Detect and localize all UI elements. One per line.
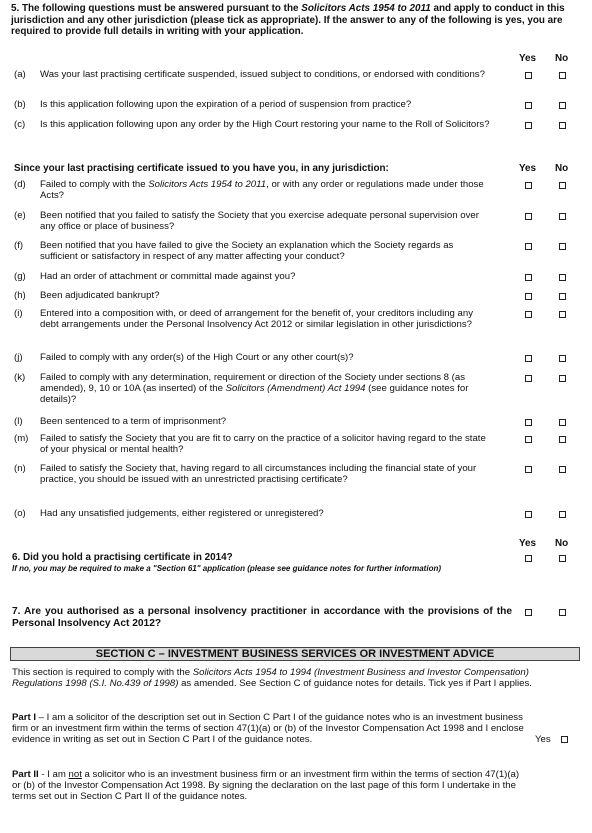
q5-0-no-checkbox[interactable] bbox=[559, 72, 566, 79]
question-letter: (i) bbox=[14, 308, 23, 319]
no-header-2: No bbox=[555, 163, 569, 174]
no-header-3: No bbox=[555, 538, 569, 549]
question-text: Is this application following upon the expiration of a period of suspension from practice? bbox=[40, 99, 412, 110]
q7-yes-checkbox[interactable] bbox=[525, 609, 532, 616]
question-text-pre: Failed to comply with the bbox=[40, 179, 149, 190]
part-1-yes-label: Yes bbox=[535, 734, 551, 745]
since-11-no-checkbox[interactable] bbox=[559, 511, 566, 518]
question-text bbox=[40, 352, 492, 363]
q7-no-checkbox[interactable] bbox=[559, 609, 566, 616]
question-text-pre: Been notified that you have failed to give the Society an explanation which the Society regards as sufficient or satisfactory in respect of any matter affecting your conduct? bbox=[40, 240, 454, 263]
question-6-note: If no, you may be required to make a "Section 61" application (please see guidance notes for further information) bbox=[12, 564, 442, 573]
question-text-pre: Had an order of attachment or committal made against you? bbox=[40, 271, 296, 282]
since-5-yes-checkbox[interactable] bbox=[525, 311, 532, 318]
question-letter: (h) bbox=[14, 290, 26, 301]
question-letter: (n) bbox=[14, 463, 26, 474]
question-7-title: 7. Are you authorised as a personal insolvency practitioner in accordance with the provisions of the Personal Insolvency Act 2012? bbox=[12, 606, 512, 630]
question-text-pre: Had any unsatisfied judgements, either registered or unregistered? bbox=[40, 508, 324, 519]
part-1-label: Part I bbox=[12, 712, 36, 723]
part-1-text: – I am a solicitor of the description set out in Section C Part I of the guidance notes who is an investment business firm or an investment firm within the terms of section 47(1)(a) or (b) of the Investor Compensation Act 1998 and I enclose evidence in writing as set out in Section C Part I of the guidance notes. bbox=[12, 712, 524, 746]
question-letter: (a) bbox=[14, 69, 26, 80]
question-letter: (m) bbox=[14, 433, 29, 444]
yes-header-2: Yes bbox=[519, 163, 537, 174]
section-c-intro-pre: This section is required to comply with the bbox=[12, 667, 193, 678]
question-letter: (c) bbox=[14, 119, 26, 130]
question-5-intro bbox=[11, 3, 581, 38]
question-text bbox=[40, 433, 492, 455]
question-text bbox=[40, 290, 492, 301]
section-c-part-1 bbox=[12, 712, 524, 746]
since-7-yes-checkbox[interactable] bbox=[525, 375, 532, 382]
question-text bbox=[40, 179, 492, 201]
part-2-not: not bbox=[68, 769, 82, 780]
q5-0-yes-checkbox[interactable] bbox=[525, 72, 532, 79]
since-6-no-checkbox[interactable] bbox=[559, 355, 566, 362]
since-3-yes-checkbox[interactable] bbox=[525, 274, 532, 281]
question-6-title: 6. Did you hold a practising certificate in 2014? bbox=[12, 552, 233, 563]
q6-no-checkbox[interactable] bbox=[559, 555, 566, 562]
part-1-yes-checkbox[interactable] bbox=[561, 736, 568, 743]
yes-header-3: Yes bbox=[519, 538, 537, 549]
part-2-post: a solicitor who is an investment business firm or an investment firm within the terms of section 47(1)(a) or (b) of the Investor Compensation Act 1998. By signing the declaration on the last page of this form I undertake in the terms set out in Section C Part II of the guidance notes. bbox=[12, 769, 520, 803]
question-text-pre: Failed to satisfy the Society that, having regard to all circumstances including the financial state of your practice, you should be issued with an unrestricted practising certificate? bbox=[40, 463, 477, 486]
question-letter: (j) bbox=[14, 352, 23, 363]
question-text-pre: Been sentenced to a term of imprisonment? bbox=[40, 416, 227, 427]
question-text bbox=[40, 308, 492, 330]
question-text: Was your last practising certificate suspended, issued subject to conditions, or endorsed with conditions? bbox=[40, 69, 485, 80]
q6-yes-checkbox[interactable] bbox=[525, 555, 532, 562]
question-text-pre: Failed to satisfy the Society that you are fit to carry on the practice of a solicitor having regard to the state of your physical or mental health? bbox=[40, 433, 486, 456]
since-8-yes-checkbox[interactable] bbox=[525, 419, 532, 426]
section-c-title: SECTION C – INVESTMENT BUSINESS SERVICES OR INVESTMENT ADVICE bbox=[10, 647, 580, 661]
q5-2-no-checkbox[interactable] bbox=[559, 122, 566, 129]
question-text-pre: Failed to comply with any determination, requirement or direction of the Society under sections 8 (as amended), 9, 10 or 10A (as inserted) of the bbox=[40, 372, 466, 395]
question-text bbox=[40, 210, 492, 232]
since-7-no-checkbox[interactable] bbox=[559, 375, 566, 382]
question-text-pre: Been notified that you failed to satisfy the Society that you exercise adequate personal supervision over any office or place of business? bbox=[40, 210, 479, 233]
since-3-no-checkbox[interactable] bbox=[559, 274, 566, 281]
question-text-pre: Entered into a composition with, or deed of arrangement for the benefit of, your creditors including any debt arrangements under the Personal Insolvency Act 2012 or similar legislation in other jurisdictions? bbox=[40, 308, 474, 331]
since-1-no-checkbox[interactable] bbox=[559, 213, 566, 220]
section-c-intro-italic: Solicitors Acts 1954 to 1994 (Investment Business and Investor Compensation) Regulations 1998 (S.I. No.439 of 1998) bbox=[12, 667, 529, 690]
since-4-yes-checkbox[interactable] bbox=[525, 293, 532, 300]
question-text bbox=[40, 463, 492, 485]
since-8-no-checkbox[interactable] bbox=[559, 419, 566, 426]
since-10-yes-checkbox[interactable] bbox=[525, 466, 532, 473]
since-2-yes-checkbox[interactable] bbox=[525, 243, 532, 250]
since-9-no-checkbox[interactable] bbox=[559, 436, 566, 443]
question-text: Is this application following upon any order by the High Court restoring your name to the Roll of Solicitors? bbox=[40, 119, 490, 130]
since-5-no-checkbox[interactable] bbox=[559, 311, 566, 318]
part-2-pre: - I am bbox=[38, 769, 69, 780]
q5-prefix: 5. The following questions must be answered pursuant to the bbox=[11, 3, 302, 14]
section-c-intro bbox=[12, 667, 560, 689]
q5-acts: Solicitors Acts 1954 to 2011 bbox=[301, 3, 431, 14]
question-text bbox=[40, 416, 492, 427]
question-letter: (k) bbox=[14, 372, 26, 383]
part-2-label: Part II bbox=[12, 769, 39, 780]
since-11-yes-checkbox[interactable] bbox=[525, 511, 532, 518]
since-1-yes-checkbox[interactable] bbox=[525, 213, 532, 220]
since-heading: Since your last practising certificate issued to you have you, in any jurisdiction: bbox=[14, 163, 389, 174]
question-text bbox=[40, 372, 492, 406]
since-9-yes-checkbox[interactable] bbox=[525, 436, 532, 443]
question-text-ital: Solicitors Acts 1954 to 2011 bbox=[148, 179, 267, 190]
question-text bbox=[40, 240, 492, 262]
no-header-1: No bbox=[555, 53, 569, 64]
yes-header-1: Yes bbox=[519, 53, 537, 64]
question-text-post: (see guidance notes for details)? bbox=[40, 383, 469, 406]
since-2-no-checkbox[interactable] bbox=[559, 243, 566, 250]
since-0-no-checkbox[interactable] bbox=[559, 182, 566, 189]
section-c-part-2 bbox=[12, 769, 524, 803]
question-letter: (o) bbox=[14, 508, 26, 519]
q5-1-no-checkbox[interactable] bbox=[559, 102, 566, 109]
q5-2-yes-checkbox[interactable] bbox=[525, 122, 532, 129]
question-text-post: , or with any order or regulations made under those Acts? bbox=[40, 179, 484, 202]
question-letter: (f) bbox=[14, 240, 24, 251]
since-4-no-checkbox[interactable] bbox=[559, 293, 566, 300]
question-text-ital: Solicitors (Amendment) Act 1994 bbox=[225, 383, 366, 395]
since-6-yes-checkbox[interactable] bbox=[525, 355, 532, 362]
question-text bbox=[40, 271, 492, 282]
question-letter: (g) bbox=[14, 271, 26, 282]
question-letter: (l) bbox=[14, 416, 23, 427]
question-letter: (d) bbox=[14, 179, 26, 190]
question-letter: (e) bbox=[14, 210, 26, 221]
question-text-pre: Failed to comply with any order(s) of the High Court or any other court(s)? bbox=[40, 352, 354, 363]
section-c-intro-post: as amended. See Section C of guidance notes for details. Tick yes if Part I applies. bbox=[178, 678, 532, 690]
question-text-pre: Been adjudicated bankrupt? bbox=[40, 290, 160, 301]
since-10-no-checkbox[interactable] bbox=[559, 466, 566, 473]
since-0-yes-checkbox[interactable] bbox=[525, 182, 532, 189]
q5-1-yes-checkbox[interactable] bbox=[525, 102, 532, 109]
q5-suffix: and apply to conduct in this jurisdiction and any other jurisdiction (please tick as appropriate). If the answer to any of the following is yes, you are required to provide full details in writing with your application. bbox=[11, 3, 565, 37]
question-letter: (b) bbox=[14, 99, 26, 110]
question-text bbox=[40, 508, 492, 519]
